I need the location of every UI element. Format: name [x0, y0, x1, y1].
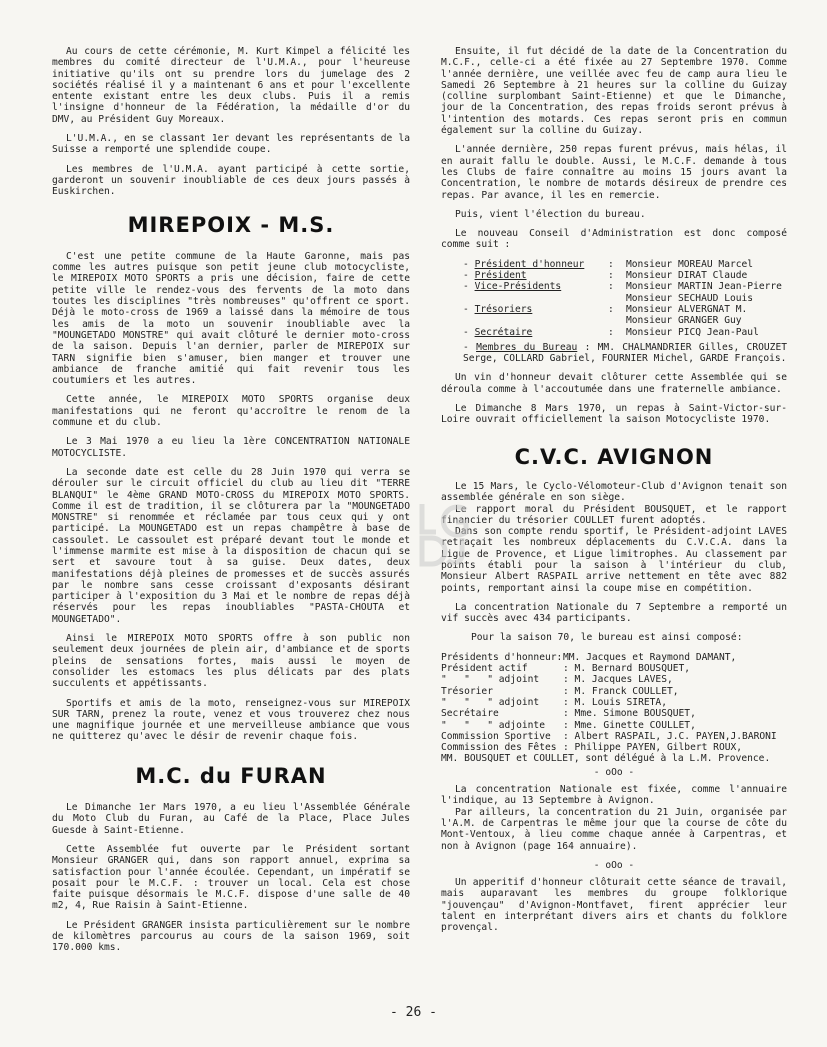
- cvc-bureau-row: [441, 663, 787, 674]
- paragraph: Un vin d'honneur devait clôturer cette Assemblée qui se déroula comme à l'accoutumée dans une fraternelle ambiance.: [441, 372, 787, 395]
- cvc-bureau-row: [441, 652, 787, 663]
- bureau-members: - Membres du Bureau : MM. CHALMANDRIER Gilles, CROUZET Serge, COLLARD Gabriel, FOURNIER Michel, GARDE François.: [463, 341, 787, 365]
- mirepoix-section: [52, 251, 410, 743]
- paragraph: Le 15 Mars, le Cyclo-Vélomoteur-Club d'Avignon tenait son assemblée générale en son siège.: [441, 480, 787, 504]
- cvc-bureau-row: [441, 674, 787, 685]
- council-role: Vice-Présidents: [474, 281, 562, 293]
- council-sep: :: [608, 281, 614, 293]
- cvc-names: MM. Jacques et Raymond DAMANT,: [563, 651, 737, 663]
- paragraph: L'année dernière, 250 repas furent prévus, mais hélas, il en aurait fallu le double. Aussi, le M.C.F. demande à tous les Clubs de faire connaître au moins 15 jours avant la Concentration, le nombre de motards désireux de prendre ces repas. Par avance, il les en remercie.: [441, 144, 787, 201]
- council-name: Monsieur MOREAU Marcel: [626, 258, 754, 270]
- council-name: Monsieur DIRAT Claude: [626, 270, 748, 282]
- cvc-role: Commission Sportive: [441, 730, 551, 742]
- separator: - oOo -: [593, 766, 635, 778]
- council-name: Monsieur MARTIN Jean-Pierre: [626, 281, 782, 293]
- paragraph: Le rapport moral du Président BOUSQUET, et le rapport financier du trésorier COULLET furent adoptés.: [441, 503, 787, 526]
- furan-section: [52, 802, 410, 954]
- right-column: [441, 46, 787, 942]
- paragraph: Puis, vient l'élection du bureau.: [455, 208, 646, 220]
- paragraph: La concentration Nationale est fixée, comme l'annuaire l'indique, au 13 Septembre à Avignon.: [441, 784, 787, 807]
- cvc-role: " " " adjointe: [441, 719, 545, 731]
- paragraph: Ainsi le MIREPOIX MOTO SPORTS offre à son public non seulement deux journées de plein air, d'ambiance et de sports pleins de sensations fortes, mais aussi le moyen de consolider les estomacs les plus délicats par des plats succulents et appétissants.: [52, 633, 410, 690]
- council-sep: :: [608, 326, 614, 338]
- separator: - oOo -: [593, 859, 635, 871]
- cvc-bureau-table: [441, 652, 787, 754]
- paragraph: Au cours de cette cérémonie, M. Kurt Kimpel a félicité les membres du comité directeur de l'U.M.A., pour l'heureuse initiative qu'ils ont su prendre lors du jumelage des 2 sociétés réalisé il y a maintenant 6 ans et pour l'excellente entente existant entre les deux clubs. Puis il a remis l'insigne d'honneur de la Fédération, la médaille d'or du DMV, au Président Guy Moreaux.: [52, 46, 410, 125]
- cvc-bureau-row: [441, 731, 787, 742]
- council-sep: :: [608, 258, 614, 270]
- council-row: [441, 293, 787, 304]
- paragraph: C'est une petite commune de la Haute Garonne, mais pas comme les autres puisque son petit jeune club motocycliste, le MIREPOIX MOTO SPORTS a pris une décision, faire de cette petite ville le rendez-vous des fervents de la moto dans toutes les disciplines "très nombreuses" qu'offrent ce sport. Déjà le moto-cross de 1969 a laissé dans la mémoire de tous les amis de la moto un souvenir inoubliable avec la "MOUNGETADO MONSTRE" qui avait clôturé le dernier moto-cross de la saison. Depuis l'an dernier, parler de MIREPOIX sur TARN signifie bien s'amuser, bien manger et trouver une ambiance de franche amitié qui fait revenir tous les coutumiers et les autres.: [52, 250, 410, 387]
- council-row: - Secrétaire : Monsieur PICQ Jean-Paul: [441, 327, 787, 338]
- paragraph: L'U.M.A., en se classant 1er devant les représentants de la Suisse a remporté une splendide coupe.: [52, 133, 410, 156]
- paragraph: Le 3 Mai 1970 a eu lieu la 1ère CONCENTRATION NATIONALE MOTOCYCLISTE.: [52, 436, 410, 459]
- cvc-section: [441, 481, 787, 644]
- section-title-cvc: C.V.C. AVIGNON: [514, 444, 714, 469]
- cvc-names: : Mme. Simone BOUSQUET,: [563, 708, 696, 720]
- page-number: - 26 -: [390, 1005, 437, 1020]
- council-role: Président: [474, 270, 527, 282]
- council-sep: :: [608, 270, 614, 282]
- council-role: Secrétaire: [474, 326, 533, 338]
- paragraph: Ensuite, il fut décidé de la date de la Concentration du M.C.F., celle-ci a été fixée au 27 Septembre 1970. Comme l'année dernière, une veillée avec feu de camp aura lieu le Samedi 26 Septembre à 21 heures sur la colline du Guizay (colline surplombant Saint-Etienne) et que le Dimanche, jour de la Concentration, des repas froids seront prévus à l'intention des motards. Ces repas seront pris en commun également sur la colline du Guizay.: [441, 46, 787, 137]
- cvc-bureau-delegates: MM. BOUSQUET et COULLET, sont délégué à la L.M. Provence.: [441, 753, 771, 765]
- council-name: Monsieur PICQ Jean-Paul: [626, 326, 759, 338]
- paragraph: Le Président GRANGER insista particulièrement sur le nombre de kilomètres parcourus au cours de la saison 1969, soit 170.000 kms.: [52, 919, 410, 954]
- cvc-role: " " " adjoint: [441, 674, 540, 686]
- cvc-role: Trésorier: [441, 685, 493, 697]
- cvc-names: : Mme. Ginette COULLET,: [563, 719, 696, 731]
- council-role: Trésoriers: [474, 303, 533, 315]
- cvc-bureau-row: [441, 708, 787, 719]
- paragraph: Par ailleurs, la concentration du 21 Juin, organisée par l'A.M. de Carpentras le même jour que la course de côte du Mont-Ventoux, à lieu comme chaque année à Carpentras, et non à Avignon (page 164 annuaire).: [441, 806, 787, 852]
- cvc-names: : M. Bernard BOUSQUET,: [563, 663, 691, 675]
- bureau-names: : MM. CHALMANDRIER Gilles, CROUZET Serge, COLLARD Gabriel, FOURNIER Michel, GARDE François.: [463, 341, 787, 365]
- council-row: - Vice-Présidents : Monsieur MARTIN Jean-Pierre: [441, 281, 787, 292]
- council-role: Président d'honneur: [474, 258, 585, 270]
- paragraph: Un apperitif d'honneur clôturait cette séance de travail, mais auparavant les membres du groupe folklorique "jouvençau" d'Avignon-Montfavet, firent apprécier leur talent en interprétant divers airs et chants du folklore provençal.: [441, 877, 787, 934]
- cvc-names: : Philippe PAYEN, Gilbert ROUX,: [563, 742, 743, 754]
- council-name: Monsieur ALVERGNAT M.: [626, 303, 748, 315]
- paragraph: Le nouveau Conseil d'Administration est donc composé comme suit :: [441, 228, 787, 251]
- paragraph: Cette Assemblée fut ouverte par le Président sortant Monsieur GRANGER qui, dans son rapport annuel, exprima sa satisfaction pour l'année écoulée. Cependant, un impératif se posait pour le M.C.F. : trouver un local. Cela est chose faite puisque désormais le M.C.F. dispose d'une salle de 40 m2, 4, Rue Raisin à Saint-Etienne.: [52, 843, 410, 912]
- paragraph: Cette année, le MIREPOIX MOTO SPORTS organise deux manifestations qui ne feront qu'accroître le renom de la commune et du club.: [52, 394, 410, 429]
- cvc-role: Présidents d'honneur:: [441, 651, 563, 663]
- cvc-names: : M. Louis SIRETA,: [563, 696, 667, 708]
- cvc-names: : M. Franck COULLET,: [563, 685, 679, 697]
- cvc-bureau-row: [441, 686, 787, 697]
- council-name: Monsieur SECHAUD Louis: [626, 292, 754, 304]
- paragraph: Le Dimanche 8 Mars 1970, un repas à Saint-Victor-sur-Loire ouvrait officiellement la saison Motocycliste 1970.: [441, 403, 787, 426]
- bureau-label: Membres du Bureau: [476, 341, 578, 353]
- cvc-names: : M. Jacques LAVES,: [563, 674, 673, 686]
- paragraph: La seconde date est celle du 28 Juin 1970 qui verra se dérouler sur le circuit officiel du club au lieu dit "TERRE BLANQUI" le 4ème GRAND MOTO-CROSS du MIREPOIX MOTO SPORTS. Comme il est de tradition, il se clôturera par la "MOUNGETADO MONSTRE" si renommée et réclamée par tous ceux qui y ont participé. La MOUNGETADO est un repas champêtre à base de cassoulet. Le cassoulet est préparé devant tout le monde et l'immense marmite est mise à la disposition de chacun qui se sert et savoure tout à sa guise. Deux dates, deux manifestations déjà pleines de promesses et de succès assurés par le nombre sans cesse croissant d'exposants désirant participer à l'exposition du 3 Mai et le nombre de repas déjà réservés pour les repas inoubliables "PASTA-CHOUTA et MOUNGETADO".: [52, 466, 410, 625]
- cvc-bureau-row: [441, 720, 787, 731]
- section-title-furan: M.C. du FURAN: [135, 763, 327, 788]
- left-column: [52, 46, 410, 962]
- cvc-role: " " " adjoint: [441, 696, 540, 708]
- furan-continued-section: [441, 46, 787, 251]
- council-row: - Président d'honneur : Monsieur MOREAU Marcel: [441, 259, 787, 270]
- lgdj-watermark-logo: [412, 498, 474, 568]
- cvc-bureau-row: [441, 742, 787, 753]
- council-row: - Président : Monsieur DIRAT Claude: [441, 270, 787, 281]
- council-row: [441, 315, 787, 326]
- cvc-role: Commission des Fêtes: [441, 742, 557, 754]
- paragraph: La concentration Nationale du 7 Septembre a remporté un vif succès avec 434 participants.: [441, 601, 787, 625]
- cvc-role: Secrétaire: [441, 708, 499, 720]
- cvc-names: : Albert RASPAIL, J.C. PAYEN,J.BARONI: [563, 730, 777, 742]
- section-title-mirepoix: MIREPOIX - M.S.: [127, 212, 335, 237]
- council-name: Monsieur GRANGER Guy: [626, 315, 742, 327]
- council-row: - Trésoriers : Monsieur ALVERGNAT M.: [441, 304, 787, 315]
- council-sep: :: [608, 303, 614, 315]
- paragraph: Le Dimanche 1er Mars 1970, a eu lieu l'Assemblée Générale du Moto Club du Furan, au Café de la Place, Place Jules Guesde à Saint-Etienne.: [52, 802, 410, 836]
- paragraph: Les membres de l'U.M.A. ayant participé à cette sortie, garderont un souvenir inoubliable de ces deux jours passés à Euskirchen.: [52, 163, 410, 198]
- cvc-bureau-row: [441, 697, 787, 708]
- paragraph: Pour la saison 70, le bureau est ainsi composé:: [471, 632, 743, 644]
- intro-section: [52, 46, 410, 198]
- paragraph: Sportifs et amis de la moto, renseignez-vous sur MIREPOIX SUR TARN, prenez la route, venez et vous trouverez chez nous une magnifique journée et une merveilleuse ambiance que vous ne quitterez qu'avec le désir de revenir chaque fois.: [52, 697, 410, 743]
- council-table: [441, 259, 787, 338]
- cvc-role: Président actif: [441, 663, 528, 675]
- paragraph: Dans son compte rendu sportif, le Président-adjoint LAVES retraçait les nombreux déplacements du C.V.C.A. dans la Ligue de Provence, et Ligue limitrophes. Au classement par points établi pour la saison à l'intérieur du club, Monsieur Albert RASPAIL arrive nettement en tête avec 882 points, remportant ainsi la coupe mise en compétition.: [441, 526, 787, 594]
